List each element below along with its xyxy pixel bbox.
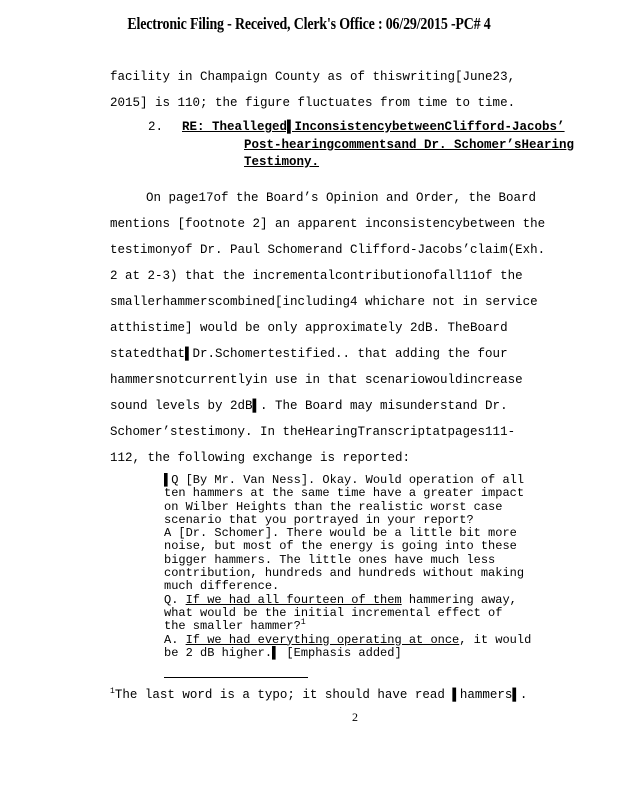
quote-line: bigger hammers. The little ones have much less [164, 552, 496, 567]
a2-prefix: A. [164, 632, 186, 647]
heading-line-2: Post-hearingcommentsand Dr. Schomer’sHearing [244, 137, 575, 152]
quote-line: much difference. [164, 579, 280, 594]
footnote-reference[interactable]: 1 [300, 618, 306, 628]
main-paragraph [110, 185, 560, 471]
footnote-divider [164, 677, 308, 678]
text-line: hammersnotcurrentlyin use in that scenariowouldincrease [110, 373, 523, 387]
quote-line: noise, but most of the energy is going into these [164, 539, 517, 554]
intro-text [110, 64, 560, 116]
text-line: Schomer’stestimony. In theHearingTranscriptatpages111- [110, 425, 516, 439]
quote-line-q2 [164, 594, 564, 607]
q2-emphasis: If we had all fourteen of them [185, 592, 402, 607]
text-line: 2015] is 110; the figure fluctuates from time to time. [110, 96, 516, 110]
section-heading [148, 119, 618, 172]
filing-stamp-header: Electronic Filing - Received, Clerk's Office : 06/29/2015 -PC# 4 [127, 14, 491, 33]
page-number: 2 [352, 710, 358, 724]
heading-line-1: RE: Thealleged▌InconsistencybetweenClifford-Jacobs’ [182, 120, 565, 134]
quote-line: A [Dr. Schomer]. There would be a little bit more [164, 526, 517, 541]
text-line: statedthat▌Dr.Schomertestified.. that adding the four [110, 347, 508, 361]
text-line: 2 at 2-3) that the incrementalcontributionofall11of the [110, 269, 523, 283]
section-number: 2. [148, 120, 164, 134]
quote-line: ▌Q [By Mr. Van Ness]. Okay. Would operation of all [164, 473, 525, 487]
q2-line-3: the smaller hammer? [164, 619, 301, 634]
a2-emphasis: If we had everything operating at once [185, 632, 460, 647]
quote-line-q2-end [164, 620, 564, 633]
quote-line: be 2 dB higher.▌ [Emphasis added] [164, 645, 402, 660]
text-line: On page17of the Board’s Opinion and Order, the Board [146, 191, 537, 205]
quote-line: contribution, hundreds and hundreds without making [164, 566, 525, 581]
quote-line: what would be the initial incremental effect of [164, 605, 503, 620]
text-line: sound levels by 2dB▌. The Board may misunderstand Dr. [110, 399, 508, 413]
footnote [110, 688, 580, 702]
text-line: 112, the following exchange is reported: [110, 451, 411, 465]
heading-line-3: Testimony. [244, 155, 320, 169]
text-line: facility in Champaign County as of thiswriting[June23, [110, 70, 516, 84]
quote-line: scenario that you portrayed in your report? [164, 512, 474, 527]
quote-line: ten hammers at the same time have a greater impact [164, 486, 525, 501]
block-quote [164, 474, 564, 660]
text-line: smallerhammerscombined[including4 whichare not in service [110, 295, 538, 309]
a2-rest: , it would [459, 632, 532, 647]
q2-rest: hammering away, [401, 592, 517, 607]
text-line: atthistime] would be only approximately 2dB. TheBoard [110, 321, 508, 335]
text-line: testimonyof Dr. Paul Schomerand Clifford-Jacobs’claim(Exh. [110, 243, 546, 257]
footnote-marker: 1 [110, 686, 115, 696]
text-line: mentions [footnote 2] an apparent inconsistencybetween the [110, 217, 546, 231]
quote-line: on Wilber Heights than the realistic worst case [164, 499, 503, 514]
q2-prefix: Q. [164, 592, 186, 607]
quote-line-a2 [164, 634, 564, 647]
footnote-text: The last word is a typo; it should have read ▌hammers▌. [114, 688, 528, 702]
